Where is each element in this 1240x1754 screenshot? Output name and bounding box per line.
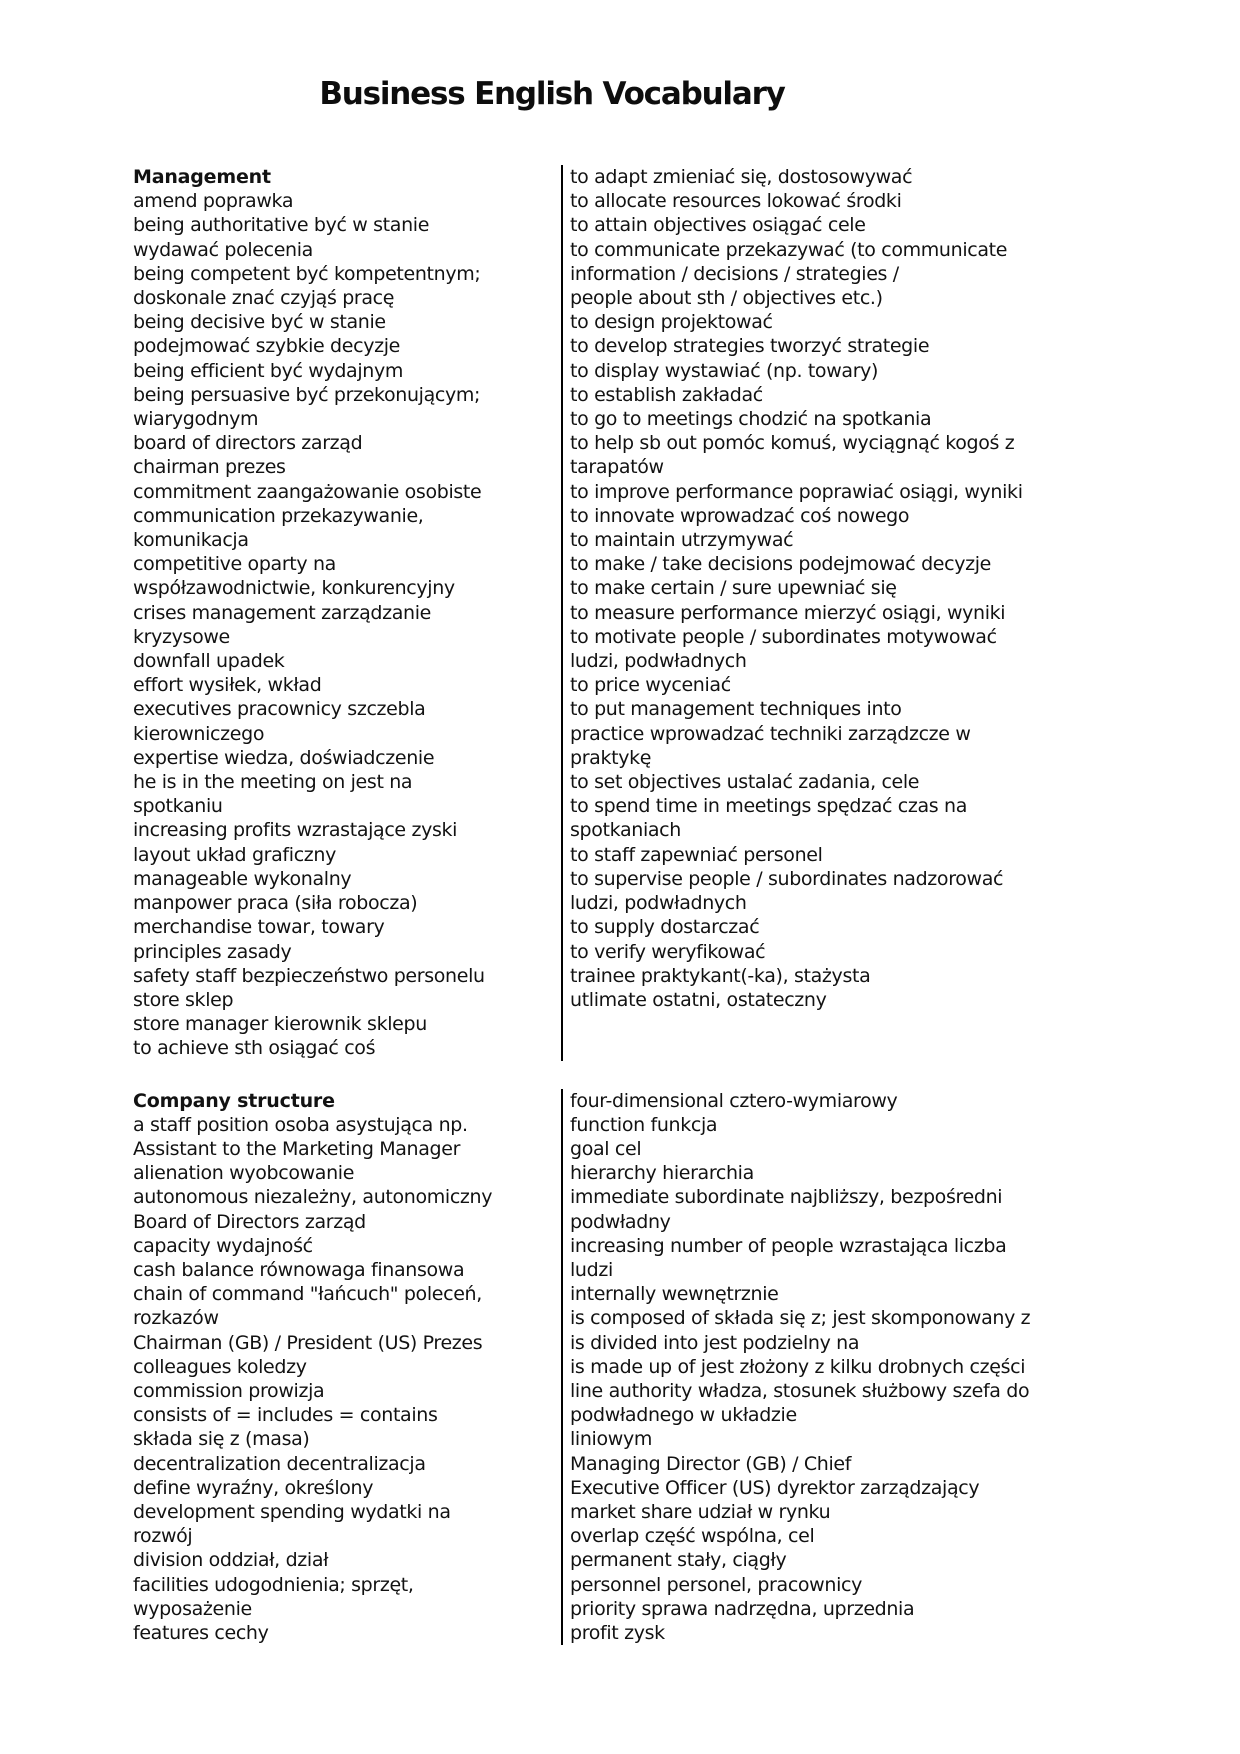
vocab-line: line authority władza, stosunek służbowy szefa do	[570, 1379, 1030, 1402]
vocab-line: personnel personel, pracownicy	[570, 1573, 862, 1596]
vocab-line: kierowniczego	[133, 722, 265, 745]
vocab-line: cash balance równowaga finansowa	[133, 1258, 465, 1281]
vocab-line: layout układ graficzny	[133, 843, 336, 866]
vocab-line: merchandise towar, towary	[133, 916, 385, 939]
vocab-line: being authoritative być w stanie	[133, 214, 430, 237]
vocab-line: Board of Directors zarząd	[133, 1210, 366, 1233]
vocab-line: podejmować szybkie decyzje	[133, 335, 400, 358]
vocab-line: to communicate przekazywać (to communicate	[570, 238, 1008, 261]
vocab-line: function funkcja	[570, 1113, 718, 1136]
vocab-line: autonomous niezależny, autonomiczny	[133, 1186, 493, 1209]
vocab-line: ludzi	[570, 1258, 613, 1281]
vocab-line: effort wysiłek, wkład	[133, 674, 322, 697]
vocab-line: immediate subordinate najbliższy, bezpośredni	[570, 1186, 1003, 1209]
vocab-line: principles zasady	[133, 940, 292, 963]
vocab-line: communication przekazywanie,	[133, 504, 424, 527]
vocab-line: is composed of składa się z; jest skomponowany z	[570, 1307, 1031, 1330]
vocab-line: development spending wydatki na	[133, 1500, 451, 1523]
vocab-line: overlap część wspólna, cel	[570, 1525, 815, 1548]
vocab-line: liniowym	[570, 1428, 652, 1451]
vocab-line: to set objectives ustalać zadania, cele	[570, 771, 920, 794]
vocab-line: to staff zapewniać personel	[570, 843, 823, 866]
vocab-line: komunikacja	[133, 529, 249, 552]
vocab-line: division oddział, dział	[133, 1549, 329, 1572]
vocab-line: a staff position osoba asystująca np.	[133, 1113, 468, 1136]
company-structure-right-column	[563, 1089, 1240, 1646]
vocab-line: spotkaniu	[133, 795, 223, 818]
vocab-line: wydawać polecenia	[133, 238, 313, 261]
vocab-content	[133, 165, 1240, 1645]
vocab-line: praktykę	[570, 746, 652, 769]
vocab-line: executives pracownicy szczebla	[133, 698, 426, 721]
vocab-line: trainee praktykant(-ka), stażysta	[570, 964, 871, 987]
vocab-line: safety staff bezpieczeństwo personelu	[133, 964, 485, 987]
management-left-column	[133, 165, 561, 1061]
vocab-line: increasing number of people wzrastająca liczba	[570, 1234, 1007, 1257]
vocab-line: ludzi, podwładnych	[570, 892, 747, 915]
vocab-line: competitive oparty na	[133, 553, 336, 576]
vocab-line: permanent stały, ciągły	[570, 1549, 787, 1572]
vocab-line: to design projektować	[570, 311, 773, 334]
vocab-line: to achieve sth osiągać coś	[133, 1037, 376, 1060]
vocab-line: to go to meetings chodzić na spotkania	[570, 408, 932, 431]
vocab-line: to motivate people / subordinates motywować	[570, 625, 997, 648]
vocab-line: being persuasive być przekonującym;	[133, 383, 481, 406]
section-heading: Management	[133, 166, 271, 188]
vocab-line: internally wewnętrznie	[570, 1283, 779, 1306]
vocab-line: facilities udogodnienia; sprzęt,	[133, 1573, 414, 1596]
vocab-line: Chairman (GB) / President (US) Prezes	[133, 1331, 483, 1354]
vocab-line: he is in the meeting on jest na	[133, 771, 413, 794]
vocab-line: to adapt zmieniać się, dostosowywać	[570, 166, 913, 188]
vocab-line: chain of command "łańcuch" poleceń,	[133, 1283, 482, 1306]
vocab-line: market share udział w rynku	[570, 1500, 831, 1523]
vocab-line: to price wyceniać	[570, 674, 731, 697]
vocab-line: define wyraźny, określony	[133, 1476, 374, 1499]
vocab-line: amend poprawka	[133, 190, 294, 213]
vocab-line: store manager kierownik sklepu	[133, 1013, 427, 1036]
vocab-line: to attain objectives osiągać cele	[570, 214, 866, 237]
vocab-line: to establish zakładać	[570, 383, 763, 406]
vocab-line: to make certain / sure upewniać się	[570, 577, 897, 600]
page-title: Business English Vocabulary	[319, 76, 785, 112]
vocab-line: utlimate ostatni, ostateczny	[570, 988, 827, 1011]
vocab-line: store sklep	[133, 988, 234, 1011]
management-right-lines	[570, 165, 1240, 1012]
vocab-line: to display wystawiać (np. towary)	[570, 359, 879, 382]
vocab-line: manpower praca (siła robocza)	[133, 892, 418, 915]
section-company-structure	[133, 1089, 1240, 1646]
vocab-line: to supervise people / subordinates nadzorować	[570, 867, 1004, 890]
vocab-line: to verify weryfikować	[570, 940, 766, 963]
section-management	[133, 165, 1240, 1061]
vocab-line: to supply dostarczać	[570, 916, 760, 939]
vocab-line: Assistant to the Marketing Manager	[133, 1137, 461, 1160]
vocab-line: being decisive być w stanie	[133, 311, 386, 334]
section-heading: Company structure	[133, 1089, 335, 1112]
vocab-line: expertise wiedza, doświadczenie	[133, 746, 435, 769]
vocab-line: to improve performance poprawiać osiągi, wyniki	[570, 480, 1023, 503]
vocab-line: increasing profits wzrastające zyski	[133, 819, 458, 842]
vocab-line: commission prowizja	[133, 1379, 325, 1402]
vocab-line: being efficient być wydajnym	[133, 359, 404, 382]
vocab-line: to help sb out pomóc komuś, wyciągnąć kogoś z	[570, 432, 1015, 455]
company-structure-left-column	[133, 1089, 561, 1646]
vocab-line: four-dimensional cztero-wymiarowy	[570, 1089, 898, 1112]
vocab-line: spotkaniach	[570, 819, 681, 842]
vocab-line: colleagues koledzy	[133, 1355, 307, 1378]
vocab-line: rozkazów	[133, 1307, 219, 1330]
vocab-line: składa się z (masa)	[133, 1428, 310, 1451]
vocab-line: podwładny	[570, 1210, 671, 1233]
vocab-line: to innovate wprowadzać coś nowego	[570, 504, 910, 527]
vocab-line: people about sth / objectives etc.)	[570, 287, 883, 310]
vocab-line: information / decisions / strategies /	[570, 262, 899, 285]
vocab-line: doskonale znać czyjąś pracę	[133, 287, 395, 310]
company-structure-left-lines	[133, 1113, 557, 1645]
vocab-line: commitment zaangażowanie osobiste	[133, 480, 482, 503]
vocab-line: to allocate resources lokować środki	[570, 190, 902, 213]
management-left-lines	[133, 189, 557, 1060]
vocab-line: to spend time in meetings spędzać czas na	[570, 795, 968, 818]
vocab-line: features cechy	[133, 1621, 269, 1644]
vocab-line: being competent być kompetentnym;	[133, 262, 481, 285]
vocab-line: downfall upadek	[133, 650, 285, 673]
vocab-line: to make / take decisions podejmować decyzje	[570, 553, 992, 576]
vocab-line: is made up of jest złożony z kilku drobnych części	[570, 1355, 1026, 1378]
management-right-column	[563, 165, 1240, 1061]
vocab-line: hierarchy hierarchia	[570, 1162, 754, 1185]
vocab-line: współzawodnictwie, konkurencyjny	[133, 577, 455, 600]
vocab-line: chairman prezes	[133, 456, 286, 479]
vocab-line: to measure performance mierzyć osiągi, wyniki	[570, 601, 1006, 624]
vocab-line: goal cel	[570, 1137, 642, 1160]
vocab-line: manageable wykonalny	[133, 867, 352, 890]
vocab-line: tarapatów	[570, 456, 664, 479]
vocab-line: rozwój	[133, 1525, 193, 1548]
vocab-line: board of directors zarząd	[133, 432, 363, 455]
vocab-line: to develop strategies tworzyć strategie	[570, 335, 930, 358]
vocab-line: capacity wydajność	[133, 1234, 313, 1257]
vocab-line: ludzi, podwładnych	[570, 650, 747, 673]
vocab-line: wiarygodnym	[133, 408, 259, 431]
vocab-line: priority sprawa nadrzędna, uprzednia	[570, 1597, 915, 1620]
vocab-line: consists of = includes = contains	[133, 1404, 438, 1427]
vocab-line: Executive Officer (US) dyrektor zarządzający	[570, 1476, 980, 1499]
vocab-line: podwładnego w układzie	[570, 1404, 797, 1427]
vocab-line: Managing Director (GB) / Chief	[570, 1452, 852, 1475]
company-structure-right-lines	[570, 1089, 1240, 1646]
vocab-line: wyposażenie	[133, 1597, 252, 1620]
vocab-line: decentralization decentralizacja	[133, 1452, 426, 1475]
vocab-line: crises management zarządzanie	[133, 601, 431, 624]
vocab-line: alienation wyobcowanie	[133, 1162, 355, 1185]
vocab-line: profit zysk	[570, 1621, 665, 1644]
vocab-line: practice wprowadzać techniki zarządzcze w	[570, 722, 971, 745]
vocab-line: to maintain utrzymywać	[570, 529, 794, 552]
vocab-line: is divided into jest podzielny na	[570, 1331, 860, 1354]
vocab-line: kryzysowe	[133, 625, 230, 648]
vocab-line: to put management techniques into	[570, 698, 902, 721]
